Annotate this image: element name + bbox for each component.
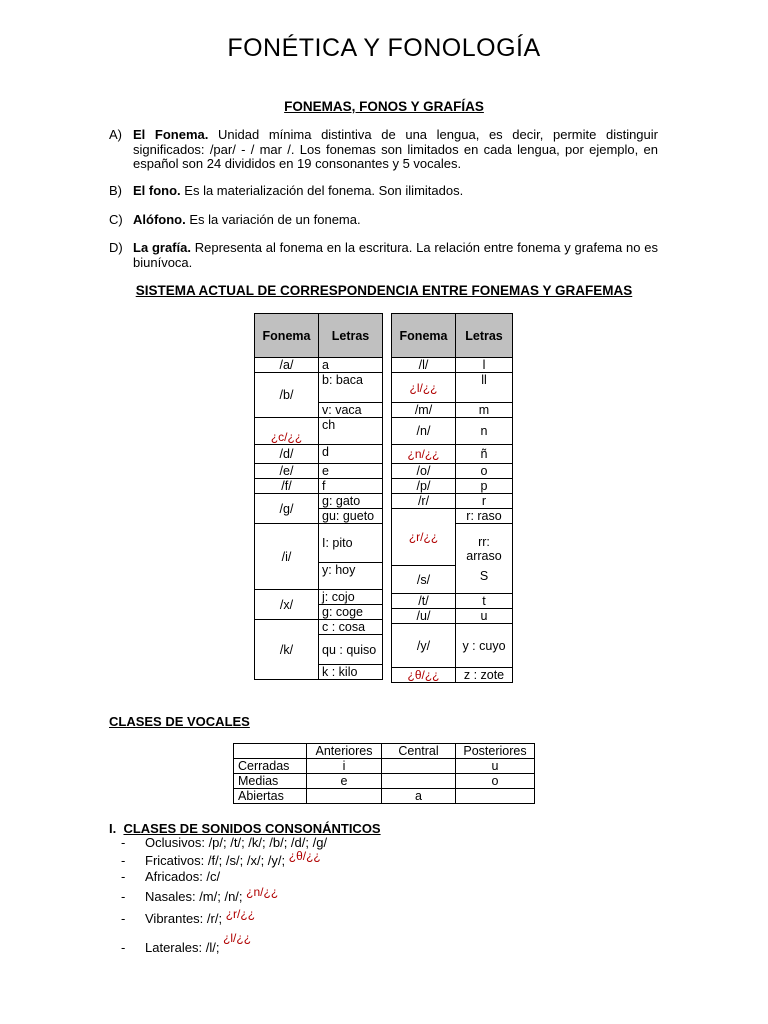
- letra-cell: d: [319, 445, 383, 464]
- letra-cell: m: [456, 403, 513, 418]
- letra-cell: l: [456, 358, 513, 373]
- vocales-col-header: Anteriores: [307, 744, 382, 759]
- consonant-item-fricativos: [121, 849, 321, 868]
- fonema-cell-glyph: ¿r/¿¿: [392, 509, 456, 566]
- fonema-cell: /e/: [255, 464, 319, 479]
- consonant-item-vibrantes: [121, 907, 256, 926]
- list-dash: -: [121, 889, 126, 904]
- section-heading-fonemas: FONEMAS, FONOS Y GRAFÍAS: [284, 99, 484, 114]
- consonant-text: Vibrantes: /r/;: [145, 911, 223, 926]
- letra-cell: a: [319, 358, 383, 373]
- definition-fonema: [109, 128, 658, 172]
- letra-cell: ch: [319, 418, 383, 445]
- letra-cell: e: [319, 464, 383, 479]
- header-fonema: Fonema: [392, 314, 456, 358]
- letra-cell: z : zote: [456, 668, 513, 683]
- fonema-cell: /a/: [255, 358, 319, 373]
- letra-cell: gu: gueto: [319, 509, 383, 524]
- letra-cell-merged: [456, 524, 513, 594]
- vocales-cell: e: [307, 774, 382, 789]
- letra-cell: j: cojo: [319, 590, 383, 605]
- definition-letter: B): [109, 183, 122, 198]
- vocales-col-header: Posteriores: [456, 744, 535, 759]
- letra-cell: t: [456, 594, 513, 609]
- letra-cell: p: [456, 479, 513, 494]
- letra-cell: y : cuyo: [456, 624, 513, 668]
- consonantes-heading: [109, 821, 381, 836]
- consonant-text: Oclusivos: /p/; /t/; /k/; /b/; /d/; /g/: [145, 835, 328, 850]
- definition-fono: [109, 184, 658, 199]
- letra-cell: y: hoy: [319, 563, 383, 590]
- consonant-glyph: ¿r/¿¿: [225, 907, 256, 921]
- letra-cell: g: coge: [319, 605, 383, 620]
- consonant-item-nasales: [121, 885, 279, 904]
- consonant-item-oclusivos: [121, 835, 327, 850]
- definition-term: Alófono.: [133, 212, 186, 227]
- letra-cell: v: vaca: [319, 403, 383, 418]
- fonema-cell: /t/: [392, 594, 456, 609]
- fonema-cell: /f/: [255, 479, 319, 494]
- fonema-cell: /m/: [392, 403, 456, 418]
- letra-cell-s: S: [479, 568, 489, 583]
- vocales-heading: CLASES DE VOCALES: [109, 714, 250, 729]
- definition-text: Representa al fonema en la escritura. La relación entre fonema y grafema no es biunívoca.: [133, 240, 658, 270]
- fonema-cell-glyph: ¿n/¿¿: [392, 445, 456, 464]
- fonema-cell: /n/: [392, 418, 456, 445]
- header-fonema: Fonema: [255, 314, 319, 358]
- letra-cell: b: baca: [319, 373, 383, 403]
- letra-cell: n: [456, 418, 513, 445]
- consonant-item-africados: [121, 869, 220, 884]
- fonema-cell: /b/: [255, 373, 319, 418]
- consonant-text: Africados: /c/: [145, 869, 221, 884]
- fonema-cell: /i/: [255, 524, 319, 590]
- letra-cell: ñ: [456, 445, 513, 464]
- fonema-cell-glyph: ¿l/¿¿: [392, 373, 456, 403]
- letra-cell: g: gato: [319, 494, 383, 509]
- letra-cell-rr: rr: arraso: [466, 534, 502, 563]
- vocales-cell: [382, 774, 456, 789]
- section-heading-sistema: SISTEMA ACTUAL DE CORRESPONDENCIA ENTRE FONEMAS Y GRAFEMAS: [135, 283, 633, 298]
- header-letras: Letras: [456, 314, 513, 358]
- letra-cell: o: [456, 464, 513, 479]
- fonema-cell: /o/: [392, 464, 456, 479]
- definition-text: Es la variación de un fonema.: [185, 212, 361, 227]
- consonant-glyph: ¿n/¿¿: [246, 885, 279, 899]
- consonant-text: Nasales: /m/; /n/;: [145, 889, 243, 904]
- fonema-cell: /d/: [255, 445, 319, 464]
- fonema-cell: /k/: [255, 620, 319, 680]
- definition-letter: A): [109, 127, 122, 142]
- vocales-cell: [382, 759, 456, 774]
- list-dash: -: [121, 940, 126, 955]
- letra-cell: r: raso: [456, 509, 513, 524]
- vocales-corner-cell: [234, 744, 307, 759]
- vocales-cell: i: [307, 759, 382, 774]
- header-letras: Letras: [319, 314, 383, 358]
- vocales-row-label: Abiertas: [234, 789, 307, 804]
- fonema-cell: /y/: [392, 624, 456, 668]
- definition-alofono: [109, 213, 658, 228]
- vocales-cell: a: [382, 789, 456, 804]
- definition-term: El fono.: [133, 183, 181, 198]
- fonema-cell: /s/: [392, 566, 456, 594]
- letra-cell: k : kilo: [319, 665, 383, 680]
- vocales-cell: o: [456, 774, 535, 789]
- consonant-item-laterales: [121, 931, 252, 955]
- letra-cell: c : cosa: [319, 620, 383, 635]
- fonema-cell: /p/: [392, 479, 456, 494]
- fonema-cell: /g/: [255, 494, 319, 524]
- correspondence-table-left: [254, 313, 383, 680]
- vocales-cell: [456, 789, 535, 804]
- list-dash: -: [121, 911, 126, 926]
- fonema-cell: /x/: [255, 590, 319, 620]
- definition-term: El Fonema.: [133, 127, 209, 142]
- letra-cell: qu : quiso: [319, 635, 383, 665]
- consonantes-title: CLASES DE SONIDOS CONSONÁNTICOS: [123, 821, 381, 836]
- vocales-cell: [307, 789, 382, 804]
- fonema-cell-glyph: ¿c/¿¿: [255, 418, 319, 445]
- definition-text: Es la materialización del fonema. Son ilimitados.: [180, 183, 464, 198]
- vocales-table: [233, 743, 535, 804]
- fonema-cell-glyph: ¿θ/¿¿: [392, 668, 456, 683]
- definition-letter: C): [109, 212, 123, 227]
- vocales-row-label: Medias: [234, 774, 307, 789]
- letra-cell: I: pito: [319, 524, 383, 563]
- consonant-text: Fricativos: /f/; /s/; /x/; /y/;: [145, 853, 286, 868]
- list-dash: -: [121, 853, 126, 868]
- page-title: FONÉTICA Y FONOLOGÍA: [227, 34, 541, 62]
- correspondence-table-right: [391, 313, 513, 683]
- consonant-text: Laterales: /l/;: [145, 940, 220, 955]
- letra-cell: r: [456, 494, 513, 509]
- fonema-cell: /r/: [392, 494, 456, 509]
- definition-letter: D): [109, 240, 123, 255]
- definition-grafia: [109, 241, 658, 270]
- vocales-cell: u: [456, 759, 535, 774]
- consonant-glyph: ¿θ/¿¿: [288, 849, 321, 863]
- list-dash: -: [121, 835, 126, 850]
- vocales-row-label: Cerradas: [234, 759, 307, 774]
- letra-cell: ll: [456, 373, 513, 403]
- vocales-col-header: Central: [382, 744, 456, 759]
- definition-text: Unidad mínima distintiva de una lengua, es decir, permite distinguir significados: /par/ - / mar /. Los fonemas son limitados en cada lengua, por ejemplo, en español son 24 divididos en 19 consonantes y 5 vocales.: [133, 127, 658, 171]
- fonema-cell: /u/: [392, 609, 456, 624]
- letra-cell: f: [319, 479, 383, 494]
- definition-term: La grafía.: [133, 240, 191, 255]
- letra-cell: u: [456, 609, 513, 624]
- consonantes-number: I.: [109, 821, 117, 836]
- consonant-glyph: ¿l/¿¿: [223, 931, 252, 945]
- fonema-cell: /l/: [392, 358, 456, 373]
- list-dash: -: [121, 869, 126, 884]
